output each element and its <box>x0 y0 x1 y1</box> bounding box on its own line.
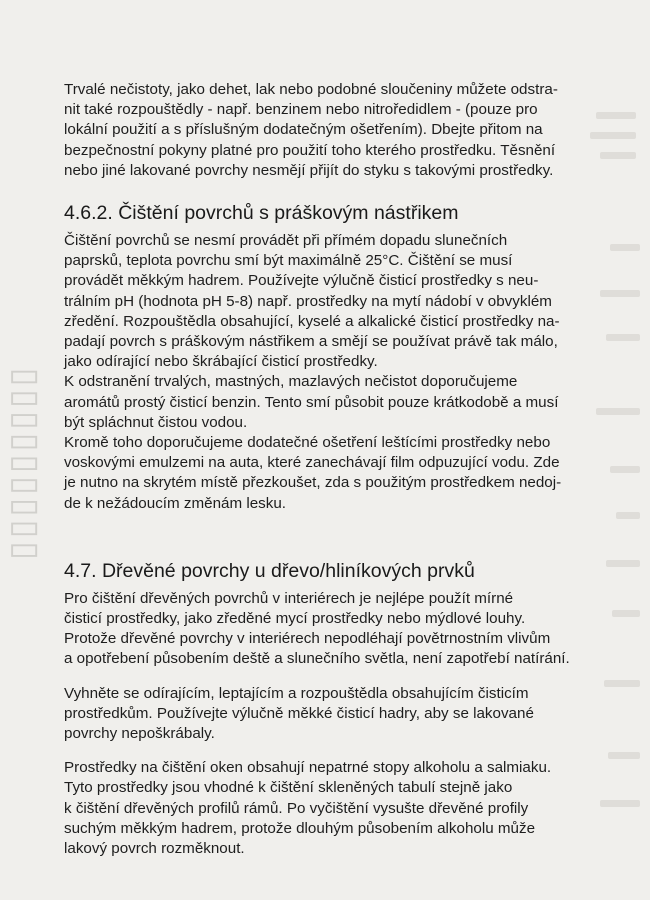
section-4-6-2-paragraph: Kromě toho doporučujeme dodatečné ošetření leštícími prostředky nebo voskovými emulzemi na auta, které zanechávají film odpuzující vodu. Zde je nutno na skrytém místě přezkoušet, zda s použitým prostředkem nedoj- de k nežádoucím změnám lesku. <box>64 434 562 512</box>
section-4-7-paragraph: Prostředky na čištění oken obsahují nepatrné stopy alkoholu a salmiaku. Tyto prostředky jsou vhodné k čištění skleněných tabulí stejně jako k čištění dřevěných profilů rámů. Po vyčištění vysušte dřevěné profily suchým měkkým hadrem, protože dlouhým působením alkoholu může lakový povrch rozměknout. <box>64 759 552 858</box>
page-content <box>64 80 612 859</box>
section-4-7-paragraph: Vyhněte se odírajícím, leptajícím a rozpouštědla obsahujícím čisticím prostředkům. Používejte výlučně měkké čisticí hadry, aby se lakované povrchy nepoškrábaly. <box>64 684 534 743</box>
section-4-6-2-paragraph: K odstranění trvalých, mastných, mazlavých nečistot doporučujeme aromátů prostý čisticí benzin. Tento smí působit pouze krátkodobě a musí být spláchnut čistou vodou. <box>64 373 559 431</box>
section-heading-4-6-2: 4.6.2. Čištění povrchů s práškovým nástřikem <box>64 202 459 225</box>
spine-bleed-mark: ▯▯▯▯▯▯▯▯▯ <box>3 364 41 560</box>
section-heading-4-7: 4.7. Dřevěné povrchy u dřevo/hliníkových prvků <box>64 559 475 582</box>
section-4-7-paragraph: Pro čištění dřevěných povrchů v interiérech je nejlépe použít mírné čisticí prostředky, jako zředěné mycí prostředky nebo mýdlové louhy. Protože dřevěné povrchy v interiérech nepodléhají povětrnostním vlivům a opotřebení působením deště a slunečního světla, není zapotřebí natírání. <box>64 589 570 668</box>
intro-paragraph: Trvalé nečistoty, jako dehet, lak nebo podobné sloučeniny můžete odstra- nit také rozpouštědly - např. benzinem nebo nitroředidlem - (pouze pro lokální použití a s příslušným dodatečným ošetřením). Dbejte přitom na bezpečnostní pokyny platné pro použití toho kterého prostředku. Těsnění nebo jiné lakované povrchy nesmějí přijít do styku s takovými prostředky. <box>64 81 558 179</box>
section-4-6-2-paragraph: Čištění povrchů se nesmí provádět při přímém dopadu slunečních paprsků, teplota povrchu smí být maximálně 25°C. Čištění se musí provádět měkkým hadrem. Používejte výlučně čisticí prostředky s neu- trálním pH (hodnota pH 5-8) např. prostředky na mytí nádobí v obvyklém zředění. Rozpouštědla obsahující, kyselé a alkalické čisticí prostředky na- padají povrch s práškovým nástřikem a smějí se používat právě tak málo, jako odírající nebo škrábající čisticí prostředky. <box>64 232 560 371</box>
